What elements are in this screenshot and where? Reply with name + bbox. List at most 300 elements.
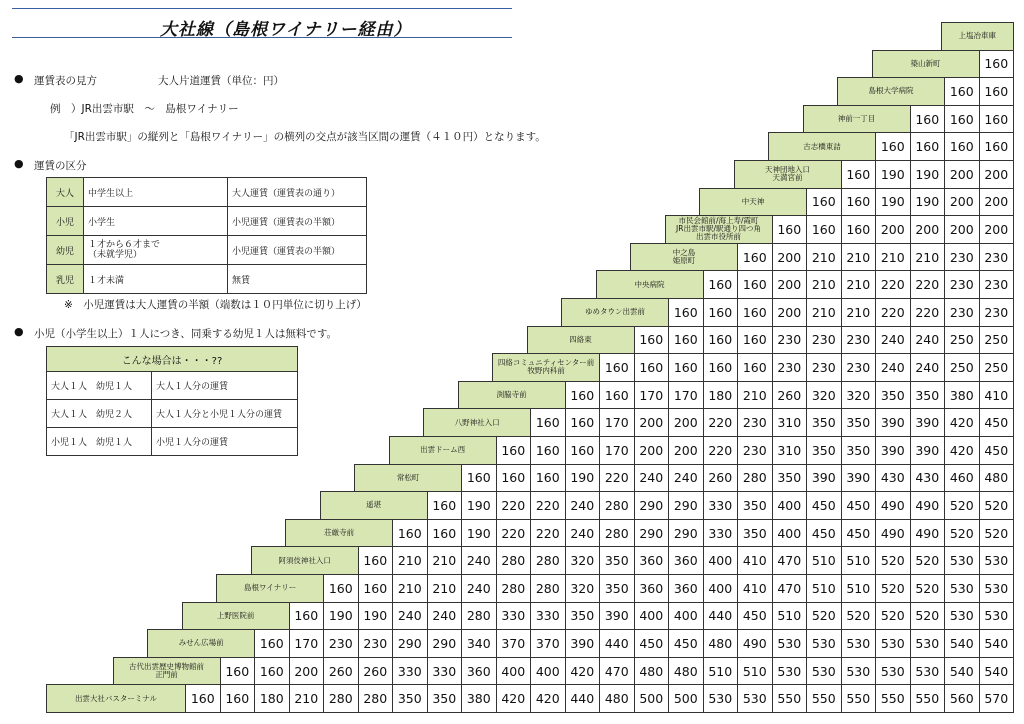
fare-cell: 240	[910, 353, 946, 382]
fare-cell: 160	[565, 408, 601, 437]
fare-cell: 530	[910, 629, 946, 658]
title-bar	[12, 8, 512, 38]
fare-cell: 390	[875, 408, 911, 437]
fare-cell: 220	[496, 491, 532, 520]
stop-label: 中央病院	[596, 270, 704, 299]
fare-cell: 530	[806, 629, 842, 658]
fare-cell: 160	[427, 491, 463, 520]
category-row	[47, 236, 367, 265]
fare-cell: 210	[841, 243, 877, 272]
fare-cell: 160	[703, 353, 739, 382]
stop-label: 四絡コミュニティセンター前 牧野内科前	[492, 353, 600, 382]
fare-cell: 190	[461, 491, 497, 520]
fare-cell: 160	[496, 436, 532, 465]
fare-cell: 330	[392, 657, 428, 686]
fare-cell: 190	[358, 602, 394, 631]
fare-cell: 160	[254, 657, 290, 686]
fare-cell: 280	[496, 546, 532, 575]
stop-label: 四絡東	[527, 326, 635, 355]
fare-cell: 480	[668, 657, 704, 686]
fare-cell: 230	[979, 243, 1015, 272]
fare-cell: 500	[634, 684, 670, 713]
fare-cell: 240	[668, 464, 704, 493]
fare-cell: 520	[875, 602, 911, 631]
fare-cell: 160	[841, 188, 877, 217]
fare-cell: 390	[599, 602, 635, 631]
fare-cell: 220	[910, 298, 946, 327]
fare-cell: 220	[530, 491, 566, 520]
category-key: 乳児	[47, 265, 84, 294]
category-fare: 無賃	[228, 265, 367, 294]
fare-cell: 420	[944, 408, 980, 437]
example-label: 例 ）JR出雲市駅 ～ 島根ワイナリー	[50, 103, 239, 115]
fare-cell: 360	[634, 546, 670, 575]
fare-cell: 530	[841, 629, 877, 658]
fare-cell: 260	[772, 381, 808, 410]
fare-cell: 390	[841, 464, 877, 493]
fare-cell: 450	[806, 491, 842, 520]
fare-cell: 160	[910, 105, 946, 134]
fare-cell: 530	[979, 546, 1015, 575]
fare-cell: 230	[806, 326, 842, 355]
fare-cell: 360	[668, 574, 704, 603]
fare-cell: 170	[599, 408, 635, 437]
fare-cell: 290	[634, 519, 670, 548]
fare-cell: 350	[737, 491, 773, 520]
fare-cell: 160	[254, 629, 290, 658]
fare-cell: 520	[806, 602, 842, 631]
fare-cell: 210	[427, 574, 463, 603]
case-row	[47, 428, 298, 456]
fare-cell: 450	[841, 519, 877, 548]
fare-cell: 400	[772, 491, 808, 520]
fare-cell: 210	[806, 298, 842, 327]
fare-cell: 520	[841, 602, 877, 631]
fare-cell: 510	[841, 546, 877, 575]
fare-cell: 160	[944, 105, 980, 134]
fare-cell: 200	[634, 436, 670, 465]
example-cases-table	[46, 346, 298, 456]
fare-cell: 210	[737, 381, 773, 410]
fare-cell: 420	[565, 657, 601, 686]
fare-cell: 240	[461, 574, 497, 603]
fare-cell: 350	[806, 436, 842, 465]
fare-cell: 190	[875, 188, 911, 217]
fare-cell: 460	[944, 464, 980, 493]
fare-cell: 490	[875, 491, 911, 520]
fare-cell: 450	[979, 436, 1015, 465]
fare-cell: 160	[841, 160, 877, 189]
fare-cell: 330	[703, 519, 739, 548]
fare-cell: 160	[530, 408, 566, 437]
fare-cell: 200	[979, 188, 1015, 217]
fare-cell: 520	[910, 546, 946, 575]
fare-cell: 230	[323, 629, 359, 658]
fare-cell: 390	[806, 464, 842, 493]
fare-cell: 160	[703, 298, 739, 327]
fare-cell: 310	[772, 436, 808, 465]
category-key: 大人	[47, 178, 84, 207]
fare-cell: 190	[461, 519, 497, 548]
fare-cell: 330	[530, 602, 566, 631]
stop-label: 築山新町	[872, 50, 980, 79]
rounding-note: ※ 小児運賃は大人運賃の半額（端数は１０円単位に切り上げ）	[64, 299, 367, 311]
fare-cell: 160	[185, 684, 221, 713]
fare-cell: 190	[910, 160, 946, 189]
fare-cell: 550	[806, 684, 842, 713]
fare-cell: 540	[979, 629, 1015, 658]
fare-cell: 210	[392, 574, 428, 603]
stop-label: 古志橋東詰	[768, 132, 876, 161]
category-key: 幼児	[47, 236, 84, 265]
fare-cell: 160	[737, 270, 773, 299]
fare-cell: 560	[944, 684, 980, 713]
fare-cell: 230	[806, 353, 842, 382]
fare-cell: 450	[806, 519, 842, 548]
fare-cell: 230	[358, 629, 394, 658]
fare-cell: 490	[910, 491, 946, 520]
fare-cell: 200	[944, 215, 980, 244]
fare-cell: 280	[496, 574, 532, 603]
fare-cell: 400	[703, 574, 739, 603]
fare-cell: 450	[737, 602, 773, 631]
fare-cell: 570	[979, 684, 1015, 713]
fare-cell: 440	[703, 602, 739, 631]
bullet-icon: ●	[14, 72, 24, 85]
case-passengers: 大人１人 幼児２人	[47, 400, 152, 428]
fare-cell: 240	[392, 602, 428, 631]
fare-cell: 510	[737, 657, 773, 686]
fare-cell: 230	[772, 326, 808, 355]
fare-cell: 430	[875, 464, 911, 493]
fare-cell: 330	[703, 491, 739, 520]
fare-cell: 160	[944, 132, 980, 161]
fare-cell: 530	[806, 657, 842, 686]
fare-cell: 180	[703, 381, 739, 410]
category-age: １才から６才まで （未就学児）	[84, 236, 228, 265]
fare-cell: 220	[910, 270, 946, 299]
fare-cell: 450	[841, 491, 877, 520]
fare-cell: 510	[806, 546, 842, 575]
fare-cell: 520	[875, 574, 911, 603]
fare-cell: 530	[944, 602, 980, 631]
category-row	[47, 207, 367, 236]
fare-cell: 530	[944, 574, 980, 603]
fare-cell: 220	[703, 436, 739, 465]
fare-cell: 220	[530, 519, 566, 548]
fare-cell: 370	[530, 629, 566, 658]
fare-cell: 410	[979, 381, 1015, 410]
fare-cell: 160	[737, 326, 773, 355]
fare-cell: 180	[254, 684, 290, 713]
how-to-read-heading: 運賃表の見方	[34, 75, 97, 87]
fare-cell: 160	[944, 77, 980, 106]
fare-cell: 160	[220, 684, 256, 713]
fare-cell: 240	[565, 491, 601, 520]
fare-cell: 450	[634, 629, 670, 658]
page-title: 大社線（島根ワイナリー経由）	[160, 20, 412, 40]
case-fare: 大人１人分の運賃	[152, 372, 298, 400]
fare-cell: 430	[910, 464, 946, 493]
fare-cell: 280	[599, 491, 635, 520]
fare-cell: 210	[806, 243, 842, 272]
fare-cell: 540	[944, 657, 980, 686]
stop-label: 中天神	[699, 188, 807, 217]
fare-cell: 490	[875, 519, 911, 548]
stop-label: 阿須伎神社入口	[251, 546, 359, 575]
fare-cell: 350	[392, 684, 428, 713]
fare-cell: 160	[599, 381, 635, 410]
fare-cell: 510	[772, 602, 808, 631]
fare-cell: 290	[668, 519, 704, 548]
category-fare: 大人運賃（運賃表の通り）	[228, 178, 367, 207]
case-row	[47, 372, 298, 400]
fare-cell: 520	[944, 519, 980, 548]
fare-cell: 400	[703, 546, 739, 575]
stop-label: 常松町	[354, 464, 462, 493]
fare-cell: 160	[496, 464, 532, 493]
fare-cell: 520	[910, 602, 946, 631]
fare-cell: 530	[772, 657, 808, 686]
fare-cell: 350	[875, 381, 911, 410]
fare-cell: 220	[875, 298, 911, 327]
fare-cell: 540	[944, 629, 980, 658]
fare-cell: 200	[634, 408, 670, 437]
fare-cell: 160	[806, 215, 842, 244]
fare-cell: 200	[944, 188, 980, 217]
fare-cell: 160	[979, 132, 1015, 161]
fare-cell: 450	[979, 408, 1015, 437]
fare-category-table	[46, 177, 367, 294]
stop-label: 上野医院前	[182, 602, 290, 631]
fare-cell: 500	[668, 684, 704, 713]
fare-cell: 170	[289, 629, 325, 658]
fare-cell: 230	[737, 436, 773, 465]
fare-cell: 210	[427, 546, 463, 575]
category-age: 小学生	[84, 207, 228, 236]
case-fare: 小児１人分の運賃	[152, 428, 298, 456]
fare-cell: 160	[737, 298, 773, 327]
fare-cell: 530	[737, 684, 773, 713]
fare-cell: 350	[841, 436, 877, 465]
fare-cell: 160	[565, 381, 601, 410]
fare-cell: 160	[703, 326, 739, 355]
fare-cell: 530	[772, 629, 808, 658]
fare-cell: 520	[979, 491, 1015, 520]
fare-cell: 380	[461, 684, 497, 713]
fare-cell: 170	[634, 381, 670, 410]
fare-cell: 420	[496, 684, 532, 713]
fare-cell: 380	[944, 381, 980, 410]
fare-cell: 160	[530, 464, 566, 493]
fare-cell: 400	[634, 602, 670, 631]
fare-cell: 200	[668, 408, 704, 437]
fare-cell: 160	[530, 436, 566, 465]
fare-cell: 230	[979, 298, 1015, 327]
stop-label: 神前一丁目	[803, 105, 911, 134]
fare-cell: 530	[703, 684, 739, 713]
fare-cell: 320	[565, 574, 601, 603]
fare-cell: 280	[358, 684, 394, 713]
fare-cell: 280	[530, 546, 566, 575]
free-child-note: 小児（小学生以上）１人につき、同乗する幼児１人は無料です。	[34, 328, 338, 340]
fare-cell: 160	[979, 50, 1015, 79]
fare-cell: 530	[841, 657, 877, 686]
fare-cell: 290	[634, 491, 670, 520]
fare-cell: 440	[599, 629, 635, 658]
fare-cell: 200	[289, 657, 325, 686]
fare-cell: 230	[737, 408, 773, 437]
stop-label: 荘厳寺前	[285, 519, 393, 548]
fare-cell: 210	[289, 684, 325, 713]
fare-cell: 350	[772, 464, 808, 493]
fare-cell: 230	[841, 326, 877, 355]
fare-cell: 280	[461, 602, 497, 631]
fare-cell: 160	[358, 546, 394, 575]
fare-cell: 160	[668, 326, 704, 355]
fare-cell: 360	[668, 546, 704, 575]
fare-cell: 360	[634, 574, 670, 603]
fare-cell: 280	[323, 684, 359, 713]
category-row	[47, 178, 367, 207]
stop-label: 市民会館前/海上寿/霞町 JR出雲市駅/駅通り四つ角 出雲市役所前	[665, 215, 773, 244]
fare-cell: 210	[806, 270, 842, 299]
stop-label: 出雲ドーム西	[389, 436, 497, 465]
fare-cell: 480	[703, 629, 739, 658]
fare-cell: 160	[703, 270, 739, 299]
fare-cell: 160	[427, 519, 463, 548]
fare-cell: 160	[634, 353, 670, 382]
fare-cell: 160	[565, 436, 601, 465]
fare-cell: 260	[358, 657, 394, 686]
case-row	[47, 400, 298, 428]
fare-cell: 160	[737, 243, 773, 272]
fare-cell: 160	[392, 519, 428, 548]
fare-cell: 260	[323, 657, 359, 686]
stop-label: 八野神社入口	[423, 408, 531, 437]
fare-cell: 520	[875, 546, 911, 575]
fare-cell: 210	[841, 298, 877, 327]
fare-cell: 420	[530, 684, 566, 713]
fare-cell: 200	[772, 298, 808, 327]
fare-cell: 230	[944, 270, 980, 299]
fare-cell: 320	[841, 381, 877, 410]
category-row	[47, 265, 367, 294]
bullet-icon: ●	[14, 325, 24, 338]
fare-cell: 420	[944, 436, 980, 465]
fare-cell: 160	[841, 215, 877, 244]
fare-cell: 160	[323, 574, 359, 603]
fare-cell: 530	[910, 657, 946, 686]
fare-cell: 250	[979, 326, 1015, 355]
fare-cell: 160	[220, 657, 256, 686]
stop-label: 島根ワイナリー	[216, 574, 324, 603]
fare-cell: 490	[910, 519, 946, 548]
fare-cell: 290	[427, 629, 463, 658]
fare-cell: 200	[910, 215, 946, 244]
fare-cell: 410	[737, 574, 773, 603]
stop-label: 出雲大社バスターミナル	[46, 684, 186, 713]
fare-cell: 220	[496, 519, 532, 548]
fare-cell: 200	[875, 215, 911, 244]
fare-cell: 230	[944, 243, 980, 272]
fare-cell: 160	[599, 353, 635, 382]
fare-cell: 230	[841, 353, 877, 382]
fare-cell: 400	[668, 602, 704, 631]
fare-cell: 200	[979, 160, 1015, 189]
fare-cell: 360	[461, 657, 497, 686]
fare-cell: 520	[910, 574, 946, 603]
fare-cell: 530	[979, 602, 1015, 631]
fare-cell: 240	[461, 546, 497, 575]
fare-cell: 350	[599, 574, 635, 603]
fare-cell: 350	[806, 408, 842, 437]
fare-cell: 530	[875, 629, 911, 658]
fare-cell: 470	[772, 574, 808, 603]
fare-cell: 440	[565, 684, 601, 713]
fare-cell: 200	[979, 215, 1015, 244]
fare-cell: 280	[599, 519, 635, 548]
cases-heading: こんな場合は・・・??	[47, 347, 298, 372]
fare-cell: 320	[806, 381, 842, 410]
fare-cell: 230	[944, 298, 980, 327]
fare-cell: 160	[979, 77, 1015, 106]
fare-cell: 160	[289, 602, 325, 631]
fare-cell: 170	[668, 381, 704, 410]
fare-cell: 250	[944, 353, 980, 382]
fare-cell: 240	[875, 326, 911, 355]
fare-cell: 410	[737, 546, 773, 575]
fare-cell: 340	[461, 629, 497, 658]
categories-heading: 運賃の区分	[34, 160, 87, 172]
fare-cell: 350	[841, 408, 877, 437]
fare-cell: 400	[530, 657, 566, 686]
fare-cell: 220	[599, 464, 635, 493]
fare-cell: 550	[875, 684, 911, 713]
stop-label: みせん広場前	[147, 629, 255, 658]
fare-cell: 190	[323, 602, 359, 631]
fare-cell: 200	[944, 160, 980, 189]
category-fare: 小児運賃（運賃表の半額）	[228, 236, 367, 265]
fare-cell: 450	[668, 629, 704, 658]
fare-cell: 240	[427, 602, 463, 631]
fare-cell: 240	[565, 519, 601, 548]
fare-cell: 220	[875, 270, 911, 299]
stop-label: 渕脇寺前	[458, 381, 566, 410]
fare-cell: 160	[979, 105, 1015, 134]
fare-cell: 480	[634, 657, 670, 686]
fare-cell: 520	[944, 491, 980, 520]
fare-cell: 470	[599, 657, 635, 686]
fare-cell: 510	[841, 574, 877, 603]
fare-cell: 350	[427, 684, 463, 713]
fare-cell: 370	[496, 629, 532, 658]
stop-label: 上塩冶車庫	[941, 22, 1015, 51]
fare-cell: 240	[875, 353, 911, 382]
bullet-icon: ●	[14, 157, 24, 170]
fare-cell: 240	[634, 464, 670, 493]
fare-cell: 530	[944, 546, 980, 575]
fare-cell: 280	[737, 464, 773, 493]
stop-label: 天神団地入口 天満宮前	[734, 160, 842, 189]
fare-cell: 160	[806, 188, 842, 217]
fare-cell: 350	[737, 519, 773, 548]
fare-cell: 190	[910, 188, 946, 217]
fare-cell: 170	[599, 436, 635, 465]
fare-cell: 250	[979, 353, 1015, 382]
fare-cell: 190	[565, 464, 601, 493]
fare-cell: 330	[427, 657, 463, 686]
